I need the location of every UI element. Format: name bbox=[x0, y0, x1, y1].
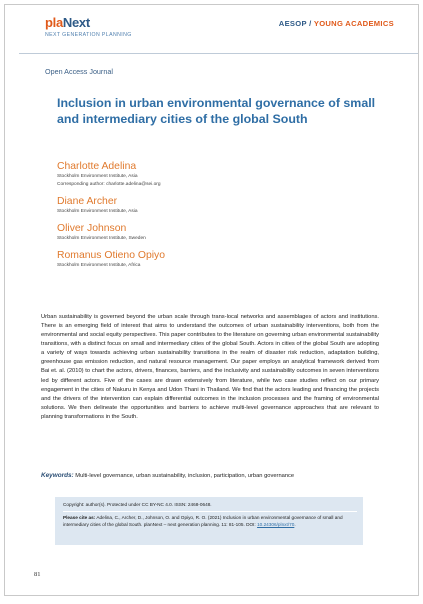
author-affiliation: Stockholm Environment Institute, Sweden bbox=[57, 236, 146, 242]
header-divider bbox=[19, 53, 418, 54]
cite-text: Adelina, C., Archer, D., Johnson, O. and Opiyo, R. O. (2021) Inclusion in urban environmental governance of small and intermediary cities of the global South. planNext – next generation planning. 11: 81-105. DOI: bbox=[63, 515, 343, 528]
author-block bbox=[57, 196, 377, 216]
cite-as bbox=[63, 514, 357, 529]
doi-link[interactable]: 10.24306/plnxt/70 bbox=[257, 522, 295, 528]
paper-title: Inclusion in urban environmental governance of small and intermediary cities of the global South bbox=[57, 96, 376, 126]
aesop-brand: AESOP / YOUNG ACADEMICS bbox=[278, 19, 394, 28]
author-name: Charlotte Adelina bbox=[57, 161, 137, 172]
author-affiliation: Stockholm Environment Institute, Asia bbox=[57, 209, 138, 215]
abstract: Urban sustainability is governed beyond the urban scale through trans-local networks and assemblages of actors and institutions. There is an emerging field of interest that aims to understand the outcomes of urban sustainability interventions, both from the environmental and social equity perspectives. This paper contributes to the literature on governing urban environmental sustainability transitions, with a distinct focus on small and intermediary cities of the global South. Actors in cities of the global South are adopting a variety of ways towards achieving urban sustainability transitions in the realm of disaster risk reduction, adaptation building, greenhouse gas emission reduction, and natural resource management. Our paper employs an analytical framework derived from Bai et. al. (2010) to chart the actors, drivers, finances, barriers, and the inclusivity and sustainability outcomes in seven interventions led by different actors. Five of the cases are drawn extensively from literature, while two case studies reflect on our primary engagement in the cities of Nakuru in Kenya and Udon Thani in Thailand. We find that the actors leading and financing the projects and the drivers of the intervention can explain differential outcomes in the inclusion processes and the framing of environmental solutions. We then delineate the opportunities and barriers to achieve multi-level governance approaches that are relevant to planning transformations in the South. bbox=[41, 314, 379, 420]
keywords-text: Multi-level governance, urban sustainability, inclusion, participation, urban governance bbox=[75, 473, 295, 479]
page-number: 81 bbox=[34, 571, 41, 578]
corresponding-author: Corresponding author: charlotte.adelina@sei.org bbox=[57, 181, 161, 187]
journal-label: Open Access Journal bbox=[45, 67, 113, 76]
author-affiliation: Stockholm Environment Institute, Asia bbox=[57, 174, 138, 180]
doi-suffix: . bbox=[294, 522, 296, 528]
copyright-notice: Copyright: author(s). Protected under CC BY-NC 4.0. ISSN: 2468-0648. bbox=[63, 502, 212, 507]
citation-box bbox=[55, 497, 363, 545]
author-block bbox=[57, 161, 377, 188]
journal-tagline: NEXT GENERATION PLANNING bbox=[45, 32, 132, 38]
box-divider bbox=[63, 511, 357, 512]
author-name: Oliver Johnson bbox=[57, 223, 127, 234]
author-block bbox=[57, 250, 377, 270]
keywords-label: Keywords: bbox=[41, 472, 74, 479]
paper-page bbox=[4, 4, 419, 596]
journal-logo: plaNext bbox=[45, 15, 90, 30]
author-affiliation: Stockholm Environment Institute, Africa bbox=[57, 263, 141, 269]
keywords bbox=[41, 471, 379, 481]
cite-label: Please cite as: bbox=[63, 515, 96, 520]
author-block bbox=[57, 223, 377, 243]
journal-header bbox=[19, 13, 404, 43]
author-name: Diane Archer bbox=[57, 196, 118, 207]
author-name: Romanus Otieno Opiyo bbox=[57, 250, 166, 261]
